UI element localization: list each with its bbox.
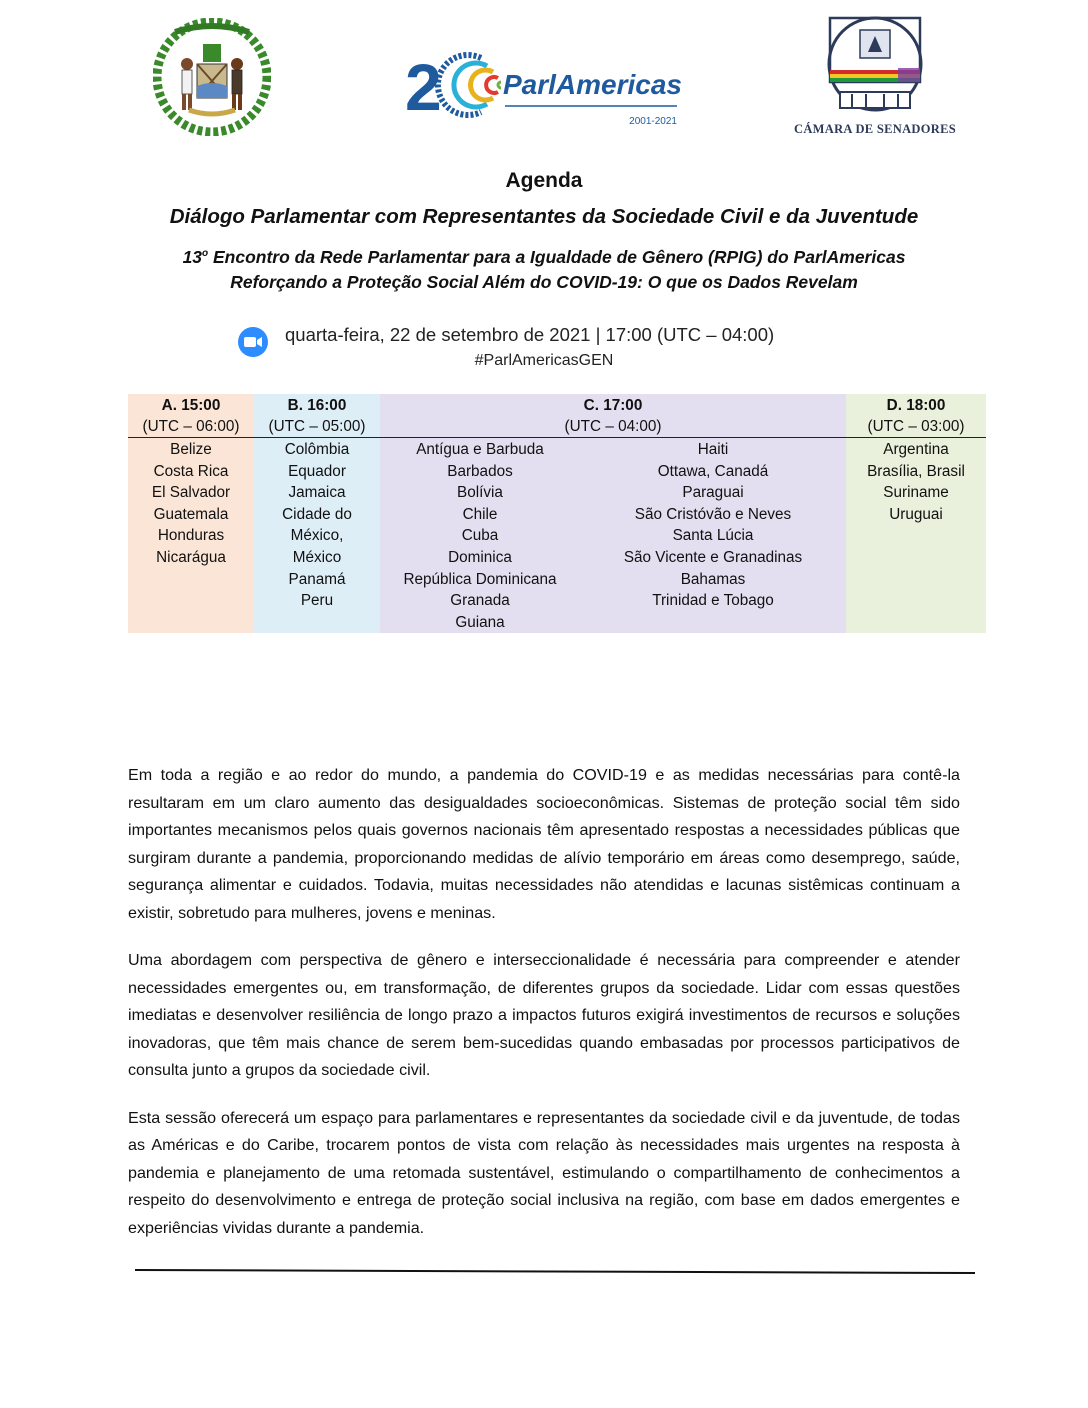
country-item: São Vicente e Granadinas [623, 548, 803, 566]
country-item: Costa Rica [153, 462, 229, 480]
country-item: Panamá [288, 570, 346, 588]
timezone-c-label: C. 17:00 [583, 397, 643, 414]
timezone-column-c [380, 394, 846, 633]
country-item: Granada [450, 592, 510, 610]
country-item: Paraguai [682, 484, 744, 502]
body-text [128, 762, 960, 1262]
meeting-line: 13$^o$ Encontro da Rede Parlamentar para a Igualdade de Gênero (RPIG) do ParlAmericas [182, 246, 906, 267]
country-item: Ottawa, Canadá [657, 462, 769, 480]
country-item: Santa Lúcia [672, 527, 754, 545]
country-item: El Salvador [151, 484, 231, 502]
country-item: Bolívia [457, 484, 503, 502]
timezone-a-utc: (UTC – 06:00) [142, 418, 240, 435]
timezone-c-countries-right [580, 439, 846, 612]
timezone-c-utc: (UTC – 04:00) [564, 418, 662, 435]
country-item: Guiana [455, 613, 505, 631]
timezone-column-b [254, 394, 380, 633]
country-item: Jamaica [288, 484, 346, 502]
country-item: Peru [300, 592, 334, 610]
country-item: Suriname [883, 484, 949, 502]
timezone-column-a [128, 394, 254, 633]
divider [380, 437, 846, 438]
country-item: Nicarágua [156, 548, 226, 566]
paragraph: Uma abordagem com perspectiva de gênero e interseccionalidade é necessária para compreender e atender necessidades emergentes ou, em transformação, de diferentes grupos da sociedade. Lidar com essas questões imediatas e desenvolver resiliência de longo prazo a impactos futuros exigirá investimentos de recursos e soluções inovadoras, que têm mais chance de serem bem-sucedidas quando embasadas por processos participativos de consulta junto a grupos da sociedade civil. [128, 951, 960, 1079]
footer-divider-line [135, 1266, 975, 1278]
timezone-b-utc: (UTC – 05:00) [268, 418, 366, 435]
parlamericas-20-logo [405, 42, 685, 130]
timezone-b-label: B. 16:00 [287, 397, 347, 414]
svg-text:ParlAmericas: ParlAmericas [503, 69, 683, 100]
paragraph: Em toda a região e ao redor do mundo, a pandemia do COVID-19 e as medidas necessárias para contê-la resultaram em um claro aumento das desigualdades socioeconômicas. Sistemas de proteção social têm sido importantes mecanismos pelos quais governos nacionais têm apresentado respostas a necessidades públicas que surgiram durante a pandemia, proporcionando medidas de alívio temporário em áreas como desemprego, saúde, segurança alimentar e cuidados. Todavia, muitas necessidades não atendidas e lacunas sistêmicas continuam a existir, sobretudo para mulheres, jovens e meninas. [128, 766, 960, 922]
event-date-time: quarta-feira, 22 de setembro de 2021 | 17:00 (UTC – 04:00) [285, 324, 775, 345]
page-title: Agenda [505, 169, 583, 192]
country-item: Dominica [448, 548, 512, 566]
country-item: Barbados [447, 462, 513, 480]
country-item: Uruguai [889, 505, 943, 523]
country-item: São Cristóvão e Neves [634, 505, 792, 523]
country-item: Cidade do [282, 505, 352, 523]
country-item: República Dominicana [403, 570, 557, 588]
country-item: Argentina [883, 441, 949, 458]
timezone-table [128, 394, 986, 633]
country-item: Bahamas [680, 570, 746, 588]
country-item: Honduras [157, 527, 225, 545]
camara-de-senadores-label: CÁMARA DE SENADORES [794, 122, 956, 136]
divider [846, 437, 986, 438]
timezone-a-label: A. 15:00 [161, 397, 221, 414]
country-item: México, [290, 527, 344, 545]
svg-text:2: 2 [405, 50, 442, 124]
svg-text:2001-2021: 2001-2021 [629, 116, 677, 127]
paragraph: Esta sessão oferecerá um espaço para parlamentares e representantes da sociedade civil e da juventude, de todas as Américas e do Caribe, trocarem pontos de vista com relação às necessidades mais urgentes na resposta à pandemia e planejamento de uma retomada sustentável, estimulando o compartilhamento de conhecimentos a respeito do desenvolvimento e entrega de proteção social inclusiva na região, com base em dados emergentes e experiências vividas durante a pandemia. [128, 1108, 960, 1237]
divider [128, 437, 254, 438]
country-item: Equador [288, 462, 346, 480]
divider [254, 437, 380, 438]
event-hashtag: #ParlAmericasGEN [474, 352, 614, 369]
timezone-c-countries-left [380, 439, 580, 633]
country-item: Trinidad e Tobago [652, 592, 774, 610]
country-item: México [292, 548, 342, 566]
timezone-d-label: D. 18:00 [886, 397, 946, 414]
timezone-column-d [846, 394, 986, 633]
country-item: Brasília, Brasil [867, 462, 965, 480]
country-item: Cuba [461, 527, 499, 545]
timezone-a-countries [128, 439, 254, 569]
timezone-d-utc: (UTC – 03:00) [867, 418, 965, 435]
country-item: Chile [462, 505, 498, 523]
page-subtitle: Diálogo Parlamentar com Representantes da Sociedade Civil e da Juventude [169, 205, 919, 228]
country-item: Antígua e Barbuda [416, 441, 544, 458]
country-item: Belize [170, 441, 212, 458]
belize-coat-of-arms-logo [153, 18, 271, 136]
meeting-heading [0, 241, 1088, 295]
country-item: Guatemala [153, 505, 229, 523]
country-item: Colômbia [284, 441, 350, 458]
timezone-d-countries [846, 439, 986, 525]
theme-line: Reforçando a Proteção Social Além do COVID-19: O que os Dados Revelam [230, 271, 858, 292]
country-item: Haiti [697, 441, 729, 458]
timezone-b-countries [254, 439, 380, 612]
